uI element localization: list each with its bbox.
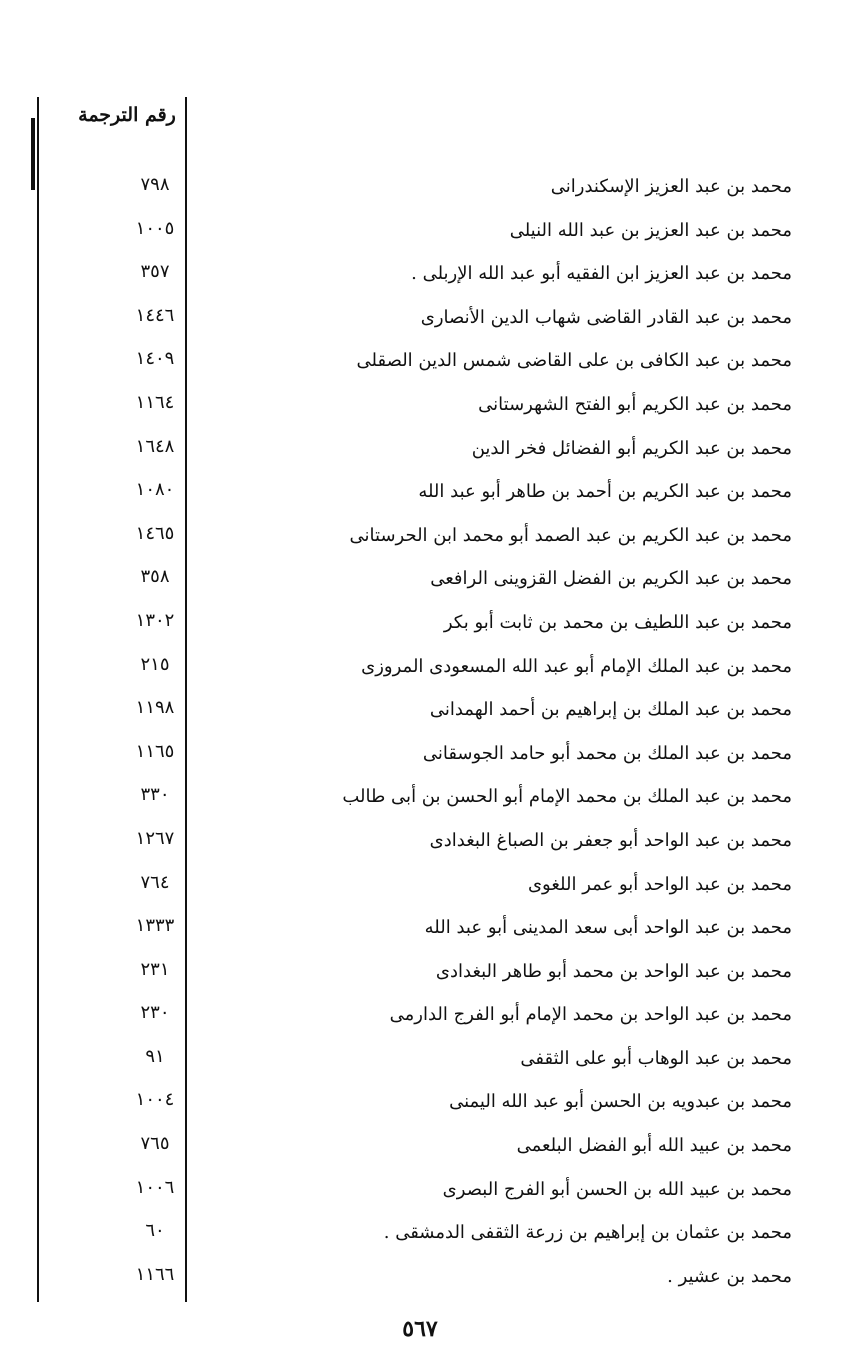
page-number: ٥٦٧: [402, 1316, 438, 1342]
entry-name: محمد بن عبيد الله أبو الفضل البلعمى: [516, 1135, 792, 1157]
index-entry: [40, 255, 820, 299]
entry-name: محمد بن عبد الكريم بن الفضل القزوينى الرافعى: [430, 568, 792, 590]
outer-column-rule: [37, 97, 39, 1302]
entry-name: محمد بن عبد الواحد أبو جعفر بن الصباغ البغدادى: [429, 829, 792, 851]
index-entry: [40, 691, 820, 735]
entry-name: محمد بن عبد الواحد أبى سعد المدينى أبو عبد الله: [424, 917, 792, 939]
entry-name: محمد بن عبد الكريم بن أحمد بن طاهر أبو عبد الله: [418, 481, 792, 503]
index-entry: [40, 1127, 820, 1171]
index-entry: [40, 604, 820, 648]
entry-name: محمد بن عشير .: [667, 1265, 792, 1287]
index-entry: [40, 1171, 820, 1215]
entry-name: محمد بن عبد الكريم بن عبد الصمد أبو محمد ابن الحرستانى: [349, 524, 792, 546]
index-entry: [40, 212, 820, 256]
entry-number: ٦٠: [145, 1220, 165, 1242]
entry-number: ١٢٦٧: [135, 827, 175, 849]
entry-number: ١٣٠٢: [135, 609, 175, 631]
index-entry: [40, 648, 820, 692]
entry-number: ١٤٦٥: [135, 522, 175, 544]
entry-number: ٢٣٠: [140, 1002, 170, 1024]
entry-number: ١٠٨٠: [135, 479, 175, 501]
entry-number: ٧٦٤: [140, 871, 170, 893]
entry-name: محمد بن عبد الملك بن محمد الإمام أبو الحسن بن أبى طالب: [342, 786, 792, 808]
index-entry: [40, 1258, 820, 1302]
index-entry: [40, 1040, 820, 1084]
entry-number: ١٤٠٩: [135, 348, 175, 370]
entry-number: ١١٦٦: [135, 1263, 175, 1285]
entry-number: ١٠٠٤: [135, 1089, 175, 1111]
index-entry: [40, 1214, 820, 1258]
entry-number: ٢١٥: [140, 653, 170, 675]
index-entry: [40, 735, 820, 779]
entry-number: ١٠٠٥: [135, 217, 175, 239]
number-column-header: رقم الترجمة: [78, 104, 176, 126]
index-entry: [40, 473, 820, 517]
entry-name: محمد بن عبد الوهاب أبو على الثقفى: [520, 1047, 792, 1069]
entry-number: ٧٦٥: [140, 1133, 170, 1155]
entry-number: ١١٩٨: [135, 697, 175, 719]
index-entry: [40, 909, 820, 953]
index-entry: [40, 430, 820, 474]
index-entry: [40, 996, 820, 1040]
outer-rule-accent: [31, 118, 35, 190]
index-entries-list: [40, 168, 820, 1301]
entry-name: محمد بن عبد الملك بن إبراهيم بن أحمد الهمدانى: [429, 699, 792, 721]
index-entry: [40, 866, 820, 910]
entry-name: محمد بن عثمان بن إبراهيم بن زرعة الثقفى الدمشقى .: [383, 1222, 792, 1244]
entry-name: محمد بن عبد الملك بن محمد أبو حامد الجوسقانى: [422, 742, 792, 764]
entry-number: ٣٥٨: [140, 566, 170, 588]
index-entry: [40, 386, 820, 430]
entry-number: ٣٥٧: [140, 261, 170, 283]
entry-name: محمد بن عبد القادر القاضى شهاب الدين الأنصارى: [420, 306, 792, 328]
entry-number: ١١٦٤: [135, 391, 175, 413]
entry-name: محمد بن عبد العزيز الإسكندرانى: [550, 176, 792, 197]
index-entry: [40, 953, 820, 997]
entry-number: ٢٣١: [140, 958, 170, 980]
entry-name: محمد بن عبد الواحد بن محمد أبو طاهر البغدادى: [435, 960, 792, 982]
index-entry: [40, 1083, 820, 1127]
entry-number: ١٠٠٦: [135, 1176, 175, 1198]
entry-name: محمد بن عبد الواحد أبو عمر اللغوى: [527, 873, 792, 895]
entry-number: ٩١: [145, 1045, 165, 1067]
index-entry: [40, 822, 820, 866]
entry-number: ٧٩٨: [140, 174, 170, 195]
entry-number: ١٤٤٦: [135, 304, 175, 326]
entry-name: محمد بن عبد الكريم أبو الفضائل فخر الدين: [471, 437, 792, 459]
entry-number: ١٦٤٨: [135, 435, 175, 457]
entry-name: محمد بن عبدويه بن الحسن أبو عبد الله اليمنى: [449, 1091, 792, 1113]
entry-number: ٣٣٠: [140, 784, 170, 806]
entry-number: ١٣٣٣: [135, 915, 175, 937]
index-entry: [40, 517, 820, 561]
entry-name: محمد بن عبيد الله بن الحسن أبو الفرج البصرى: [442, 1178, 792, 1200]
entry-name: محمد بن عبد الواحد بن محمد الإمام أبو الفرج الدارمى: [389, 1004, 792, 1026]
index-entry: [40, 778, 820, 822]
entry-name: محمد بن عبد الكريم أبو الفتح الشهرستانى: [478, 393, 792, 415]
entry-name: محمد بن عبد الكافى بن على القاضى شمس الدين الصقلى: [356, 350, 792, 372]
entry-name: محمد بن عبد اللطيف بن محمد بن ثابت أبو بكر: [443, 611, 792, 633]
index-entry: [40, 299, 820, 343]
entry-name: محمد بن عبد الملك الإمام أبو عبد الله المسعودى المروزى: [361, 655, 792, 677]
entry-number: ١١٦٥: [135, 740, 175, 762]
entry-name: محمد بن عبد العزيز ابن الفقيه أبو عبد الله الإربلى .: [411, 263, 792, 285]
index-entry: [40, 560, 820, 604]
entry-name: محمد بن عبد العزيز بن عبد الله النيلى: [509, 219, 792, 241]
index-entry: [40, 342, 820, 386]
index-entry: [40, 168, 820, 212]
